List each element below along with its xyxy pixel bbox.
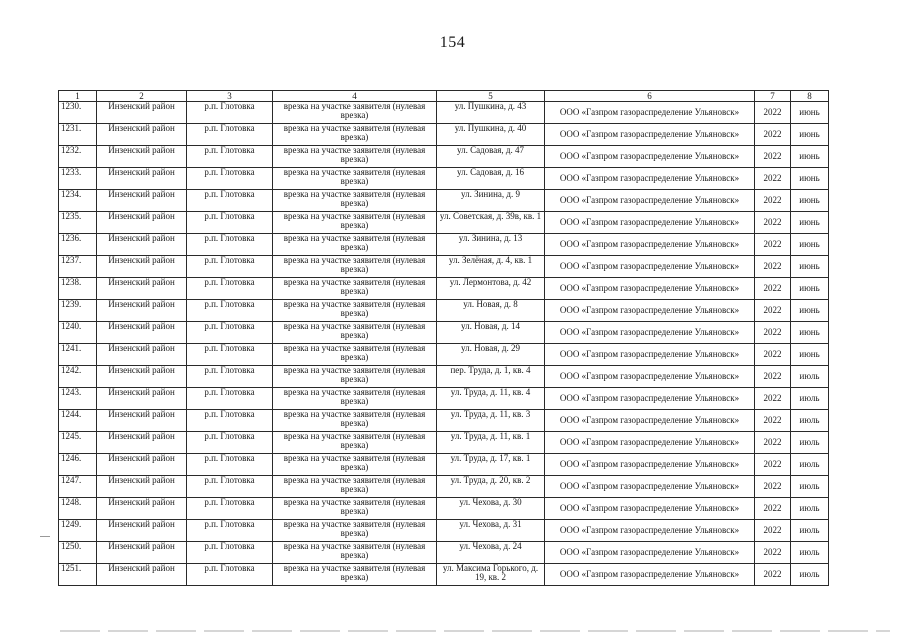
month-cell: июнь [791, 256, 829, 278]
table-row [59, 124, 829, 146]
organization-cell: ООО «Газпром газораспределение Ульяновск» [545, 102, 755, 124]
work-type-cell: врезка на участке заявителя (нулевая врезка) [273, 212, 437, 234]
locality-cell: р.п. Глотовка [187, 498, 273, 520]
table-row [59, 542, 829, 564]
district-cell: Инзенский район [97, 190, 187, 212]
row-number: 1241. [59, 344, 97, 366]
month-cell: июль [791, 542, 829, 564]
table-row [59, 498, 829, 520]
organization-cell: ООО «Газпром газораспределение Ульяновск» [545, 256, 755, 278]
organization-cell: ООО «Газпром газораспределение Ульяновск» [545, 388, 755, 410]
district-cell: Инзенский район [97, 564, 187, 586]
locality-cell: р.п. Глотовка [187, 190, 273, 212]
organization-cell: ООО «Газпром газораспределение Ульяновск» [545, 190, 755, 212]
year-cell: 2022 [755, 256, 791, 278]
year-cell: 2022 [755, 300, 791, 322]
address-cell: ул. Садовая, д. 16 [437, 168, 545, 190]
locality-cell: р.п. Глотовка [187, 124, 273, 146]
organization-cell: ООО «Газпром газораспределение Ульяновск» [545, 520, 755, 542]
locality-cell: р.п. Глотовка [187, 102, 273, 124]
locality-cell: р.п. Глотовка [187, 520, 273, 542]
district-cell: Инзенский район [97, 476, 187, 498]
locality-cell: р.п. Глотовка [187, 322, 273, 344]
row-number: 1245. [59, 432, 97, 454]
page-number: 154 [439, 34, 466, 51]
row-number: 1238. [59, 278, 97, 300]
address-cell: ул. Садовая, д. 47 [437, 146, 545, 168]
table-row [59, 410, 829, 432]
district-cell: Инзенский район [97, 322, 187, 344]
row-number: 1230. [59, 102, 97, 124]
work-type-cell: врезка на участке заявителя (нулевая врезка) [273, 454, 437, 476]
row-number: 1233. [59, 168, 97, 190]
year-cell: 2022 [755, 564, 791, 586]
organization-cell: ООО «Газпром газораспределение Ульяновск» [545, 168, 755, 190]
month-cell: июнь [791, 344, 829, 366]
address-cell: ул. Зелёная, д. 4, кв. 1 [437, 256, 545, 278]
table-row [59, 344, 829, 366]
district-cell: Инзенский район [97, 344, 187, 366]
table-row [59, 520, 829, 542]
table-row [59, 388, 829, 410]
work-type-cell: врезка на участке заявителя (нулевая врезка) [273, 498, 437, 520]
organization-cell: ООО «Газпром газораспределение Ульяновск» [545, 212, 755, 234]
table-row [59, 300, 829, 322]
year-cell: 2022 [755, 124, 791, 146]
locality-cell: р.п. Глотовка [187, 454, 273, 476]
organization-cell: ООО «Газпром газораспределение Ульяновск» [545, 366, 755, 388]
address-cell: ул. Новая, д. 29 [437, 344, 545, 366]
address-cell: пер. Труда, д. 1, кв. 4 [437, 366, 545, 388]
month-cell: июль [791, 520, 829, 542]
organization-cell: ООО «Газпром газораспределение Ульяновск» [545, 432, 755, 454]
table-row [59, 366, 829, 388]
district-cell: Инзенский район [97, 168, 187, 190]
district-cell: Инзенский район [97, 520, 187, 542]
district-cell: Инзенский район [97, 234, 187, 256]
district-cell: Инзенский район [97, 454, 187, 476]
district-cell: Инзенский район [97, 366, 187, 388]
locality-cell: р.п. Глотовка [187, 212, 273, 234]
organization-cell: ООО «Газпром газораспределение Ульяновск» [545, 498, 755, 520]
month-cell: июль [791, 410, 829, 432]
month-cell: июнь [791, 300, 829, 322]
table-row [59, 190, 829, 212]
year-cell: 2022 [755, 190, 791, 212]
row-number: 1247. [59, 476, 97, 498]
year-cell: 2022 [755, 344, 791, 366]
header-cell: 2 [97, 91, 187, 102]
address-cell: ул. Советская, д. 39в, кв. 1 [437, 212, 545, 234]
locality-cell: р.п. Глотовка [187, 564, 273, 586]
locality-cell: р.п. Глотовка [187, 234, 273, 256]
locality-cell: р.п. Глотовка [187, 388, 273, 410]
month-cell: июль [791, 432, 829, 454]
table-row [59, 454, 829, 476]
row-number: 1236. [59, 234, 97, 256]
table-row [59, 102, 829, 124]
organization-cell: ООО «Газпром газораспределение Ульяновск» [545, 300, 755, 322]
work-type-cell: врезка на участке заявителя (нулевая врезка) [273, 410, 437, 432]
organization-cell: ООО «Газпром газораспределение Ульяновск» [545, 476, 755, 498]
district-cell: Инзенский район [97, 146, 187, 168]
year-cell: 2022 [755, 234, 791, 256]
year-cell: 2022 [755, 498, 791, 520]
bottom-rule [60, 630, 890, 632]
month-cell: июнь [791, 190, 829, 212]
month-cell: июль [791, 366, 829, 388]
work-type-cell: врезка на участке заявителя (нулевая врезка) [273, 234, 437, 256]
work-type-cell: врезка на участке заявителя (нулевая врезка) [273, 388, 437, 410]
month-cell: июнь [791, 168, 829, 190]
year-cell: 2022 [755, 168, 791, 190]
year-cell: 2022 [755, 102, 791, 124]
work-type-cell: врезка на участке заявителя (нулевая врезка) [273, 124, 437, 146]
address-cell: ул. Труда, д. 20, кв. 2 [437, 476, 545, 498]
table-row [59, 234, 829, 256]
month-cell: июль [791, 476, 829, 498]
district-cell: Инзенский район [97, 410, 187, 432]
work-type-cell: врезка на участке заявителя (нулевая врезка) [273, 366, 437, 388]
year-cell: 2022 [755, 432, 791, 454]
month-cell: июнь [791, 102, 829, 124]
month-cell: июль [791, 498, 829, 520]
row-number: 1240. [59, 322, 97, 344]
row-number: 1232. [59, 146, 97, 168]
table-row [59, 278, 829, 300]
organization-cell: ООО «Газпром газораспределение Ульяновск» [545, 234, 755, 256]
work-type-cell: врезка на участке заявителя (нулевая врезка) [273, 102, 437, 124]
table-row [59, 322, 829, 344]
organization-cell: ООО «Газпром газораспределение Ульяновск» [545, 124, 755, 146]
year-cell: 2022 [755, 366, 791, 388]
district-cell: Инзенский район [97, 542, 187, 564]
year-cell: 2022 [755, 454, 791, 476]
header-cell: 4 [273, 91, 437, 102]
locality-cell: р.п. Глотовка [187, 344, 273, 366]
header-cell: 6 [545, 91, 755, 102]
header-cell: 5 [437, 91, 545, 102]
table-row [59, 476, 829, 498]
district-cell: Инзенский район [97, 388, 187, 410]
work-type-cell: врезка на участке заявителя (нулевая врезка) [273, 520, 437, 542]
organization-cell: ООО «Газпром газораспределение Ульяновск» [545, 564, 755, 586]
row-number: 1246. [59, 454, 97, 476]
locality-cell: р.п. Глотовка [187, 366, 273, 388]
row-number: 1249. [59, 520, 97, 542]
address-cell: ул. Пушкина, д. 43 [437, 102, 545, 124]
table-row [59, 256, 829, 278]
organization-cell: ООО «Газпром газораспределение Ульяновск» [545, 344, 755, 366]
works-table [58, 90, 829, 586]
district-cell: Инзенский район [97, 278, 187, 300]
work-type-cell: врезка на участке заявителя (нулевая врезка) [273, 256, 437, 278]
district-cell: Инзенский район [97, 300, 187, 322]
organization-cell: ООО «Газпром газораспределение Ульяновск» [545, 542, 755, 564]
locality-cell: р.п. Глотовка [187, 542, 273, 564]
address-cell: ул. Труда, д. 17, кв. 1 [437, 454, 545, 476]
locality-cell: р.п. Глотовка [187, 278, 273, 300]
header-cell: 1 [59, 91, 97, 102]
row-number: 1251. [59, 564, 97, 586]
district-cell: Инзенский район [97, 212, 187, 234]
address-cell: ул. Чехова, д. 24 [437, 542, 545, 564]
month-cell: июль [791, 454, 829, 476]
year-cell: 2022 [755, 410, 791, 432]
work-type-cell: врезка на участке заявителя (нулевая врезка) [273, 432, 437, 454]
organization-cell: ООО «Газпром газораспределение Ульяновск» [545, 454, 755, 476]
year-cell: 2022 [755, 146, 791, 168]
month-cell: июль [791, 388, 829, 410]
month-cell: июль [791, 564, 829, 586]
locality-cell: р.п. Глотовка [187, 256, 273, 278]
address-cell: ул. Чехова, д. 30 [437, 498, 545, 520]
district-cell: Инзенский район [97, 124, 187, 146]
address-cell: ул. Труда, д. 11, кв. 4 [437, 388, 545, 410]
row-number: 1234. [59, 190, 97, 212]
header-cell: 3 [187, 91, 273, 102]
year-cell: 2022 [755, 278, 791, 300]
row-number: 1250. [59, 542, 97, 564]
address-cell: ул. Чехова, д. 31 [437, 520, 545, 542]
organization-cell: ООО «Газпром газораспределение Ульяновск» [545, 146, 755, 168]
work-type-cell: врезка на участке заявителя (нулевая врезка) [273, 564, 437, 586]
month-cell: июнь [791, 146, 829, 168]
address-cell: ул. Лермонтова, д. 42 [437, 278, 545, 300]
month-cell: июнь [791, 124, 829, 146]
margin-mark [40, 536, 50, 537]
address-cell: ул. Пушкина, д. 40 [437, 124, 545, 146]
year-cell: 2022 [755, 212, 791, 234]
locality-cell: р.п. Глотовка [187, 146, 273, 168]
district-cell: Инзенский район [97, 498, 187, 520]
organization-cell: ООО «Газпром газораспределение Ульяновск» [545, 410, 755, 432]
address-cell: ул. Максима Горького, д. 19, кв. 2 [437, 564, 545, 586]
address-cell: ул. Новая, д. 8 [437, 300, 545, 322]
organization-cell: ООО «Газпром газораспределение Ульяновск» [545, 278, 755, 300]
year-cell: 2022 [755, 476, 791, 498]
locality-cell: р.п. Глотовка [187, 168, 273, 190]
work-type-cell: врезка на участке заявителя (нулевая врезка) [273, 190, 437, 212]
locality-cell: р.п. Глотовка [187, 300, 273, 322]
year-cell: 2022 [755, 388, 791, 410]
work-type-cell: врезка на участке заявителя (нулевая врезка) [273, 476, 437, 498]
table-row [59, 146, 829, 168]
address-cell: ул. Зинина, д. 13 [437, 234, 545, 256]
year-cell: 2022 [755, 542, 791, 564]
row-number: 1244. [59, 410, 97, 432]
row-number: 1231. [59, 124, 97, 146]
address-cell: ул. Труда, д. 11, кв. 3 [437, 410, 545, 432]
work-type-cell: врезка на участке заявителя (нулевая врезка) [273, 146, 437, 168]
organization-cell: ООО «Газпром газораспределение Ульяновск» [545, 322, 755, 344]
locality-cell: р.п. Глотовка [187, 476, 273, 498]
month-cell: июнь [791, 322, 829, 344]
address-cell: ул. Зинина, д. 9 [437, 190, 545, 212]
row-number: 1242. [59, 366, 97, 388]
row-number: 1237. [59, 256, 97, 278]
work-type-cell: врезка на участке заявителя (нулевая врезка) [273, 322, 437, 344]
month-cell: июнь [791, 234, 829, 256]
month-cell: июнь [791, 212, 829, 234]
year-cell: 2022 [755, 322, 791, 344]
district-cell: Инзенский район [97, 432, 187, 454]
address-cell: ул. Труда, д. 11, кв. 1 [437, 432, 545, 454]
header-cell: 7 [755, 91, 791, 102]
month-cell: июнь [791, 278, 829, 300]
work-type-cell: врезка на участке заявителя (нулевая врезка) [273, 168, 437, 190]
work-type-cell: врезка на участке заявителя (нулевая врезка) [273, 300, 437, 322]
row-number: 1243. [59, 388, 97, 410]
year-cell: 2022 [755, 520, 791, 542]
header-row [59, 91, 829, 102]
address-cell: ул. Новая, д. 14 [437, 322, 545, 344]
row-number: 1248. [59, 498, 97, 520]
table-row [59, 212, 829, 234]
district-cell: Инзенский район [97, 102, 187, 124]
row-number: 1239. [59, 300, 97, 322]
table-row [59, 564, 829, 586]
header-cell: 8 [791, 91, 829, 102]
row-number: 1235. [59, 212, 97, 234]
locality-cell: р.п. Глотовка [187, 410, 273, 432]
district-cell: Инзенский район [97, 256, 187, 278]
work-type-cell: врезка на участке заявителя (нулевая врезка) [273, 542, 437, 564]
work-type-cell: врезка на участке заявителя (нулевая врезка) [273, 344, 437, 366]
locality-cell: р.п. Глотовка [187, 432, 273, 454]
work-type-cell: врезка на участке заявителя (нулевая врезка) [273, 278, 437, 300]
table-row [59, 168, 829, 190]
table-row [59, 432, 829, 454]
